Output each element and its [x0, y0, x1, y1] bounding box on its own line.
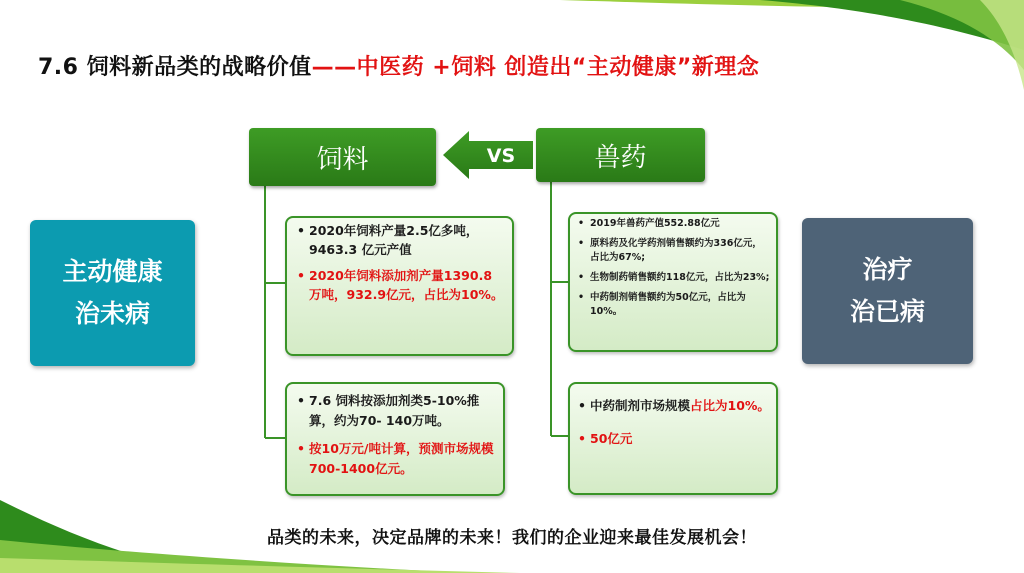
vet-header [536, 128, 705, 182]
treatment-line-2: 治已病 [849, 297, 925, 326]
feed-forecast-card [285, 382, 505, 496]
treatment-line-1: 治疗 [862, 255, 913, 284]
vs-label: VS [486, 145, 516, 167]
vet-card-1-item-2: • 原料药及化学药剂销售额约为336亿元，占比为67%; [576, 237, 770, 265]
tcm-market-card [568, 382, 778, 495]
feed-production-card [285, 216, 514, 356]
title-highlight: ——中医药 +饲料 创造出“主动健康”新理念 [311, 55, 760, 80]
feed-card-2-item-1: • 7.6 饲料按添加剂类5-10%推算，约为70- 140万吨。 [295, 391, 495, 431]
proactive-line-1: 主动健康 [62, 257, 163, 286]
vet-card-1-item-3: • 生物制药销售额约118亿元，占比为23%; [576, 271, 770, 285]
title-prefix: 7.6 饲料新品类的战略价值 [38, 55, 312, 80]
vet-card-2-item-2: • 50亿元 [576, 428, 770, 449]
feed-card-1-item-2: • 2020年饲料添加剂产量1390.8万吨，932.9亿元，占比为10%。 [295, 266, 504, 304]
vet-card-2-item-1-red: 占比为10%。 [690, 398, 770, 413]
vet-production-card [568, 212, 778, 352]
feed-header [249, 128, 436, 186]
feed-header-label: 饲料 [316, 144, 369, 175]
vet-card-1-item-4: • 中药制剂销售额约为50亿元，占比为10%。 [576, 291, 770, 319]
feed-card-2-item-2: • 按10万元/吨计算，预测市场规模 700-1400亿元。 [295, 439, 495, 479]
proactive-health-box [30, 220, 195, 366]
footer-slogan: 品类的未来，决定品牌的未来！我们的企业迎来最佳发展机会！ [267, 528, 757, 548]
feed-card-1-item-1: • 2020年饲料产量2.5亿多吨，9463.3 亿元产值 [295, 221, 504, 259]
vet-card-2-item-1 [576, 395, 770, 416]
vet-header-label: 兽药 [594, 142, 647, 173]
proactive-line-2: 治未病 [74, 299, 150, 328]
treatment-box [802, 218, 973, 364]
vet-card-2-item-1-black: 中药制剂市场规模 [590, 398, 691, 413]
vs-arrow-icon [441, 129, 535, 181]
vet-card-1-item-1: • 2019年兽药产值552.88亿元 [576, 217, 770, 231]
